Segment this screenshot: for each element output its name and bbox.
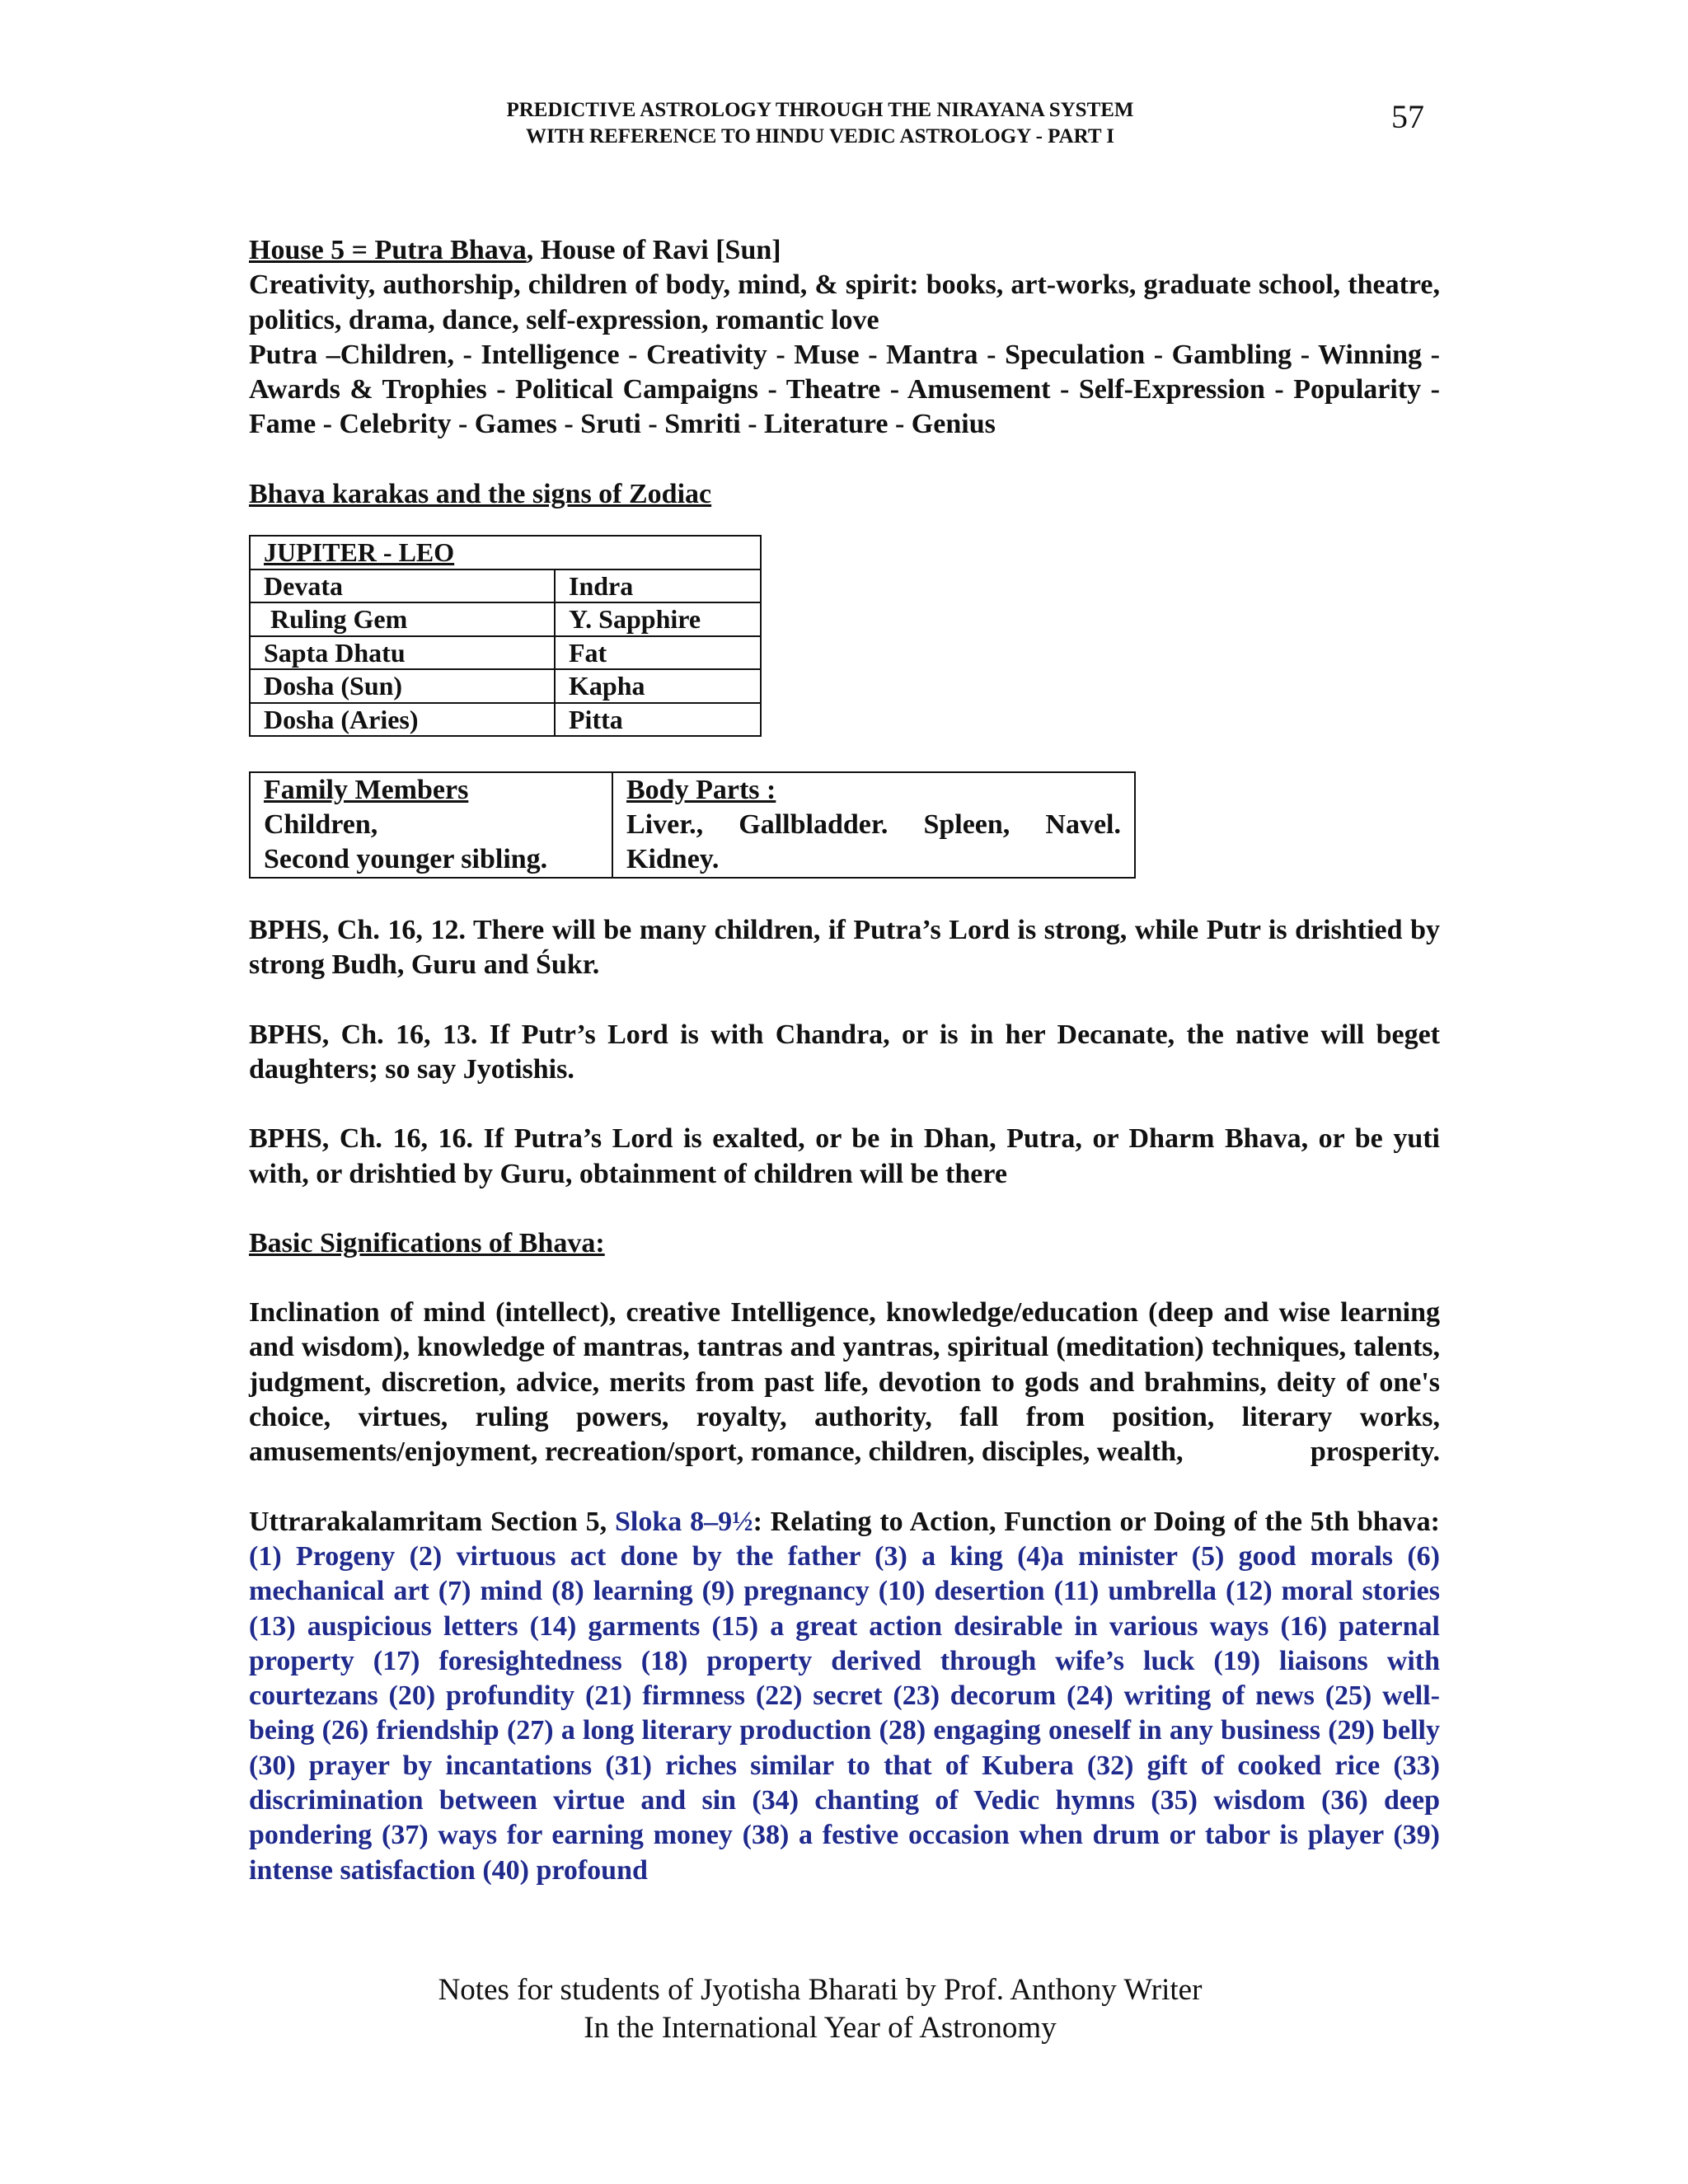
family-members-line-1: Children,: [264, 809, 378, 841]
body-parts-text: Liver., Gallbladder. Spleen, Navel. Kidney.: [626, 809, 1121, 875]
table-cell-label: Devata: [250, 569, 555, 603]
table-cell-value: Fat: [555, 636, 761, 670]
body-parts-cell: [612, 772, 1135, 878]
basic-significations-last-word: prosperity.: [1310, 1436, 1440, 1468]
family-members-line-2: Second younger sibling.: [264, 844, 548, 875]
uttara-sloka-ref: Sloka 8–9½: [615, 1506, 753, 1537]
bphs-verse-16: BPHS, Ch. 16, 16. If Putra’s Lord is exalted, or be in Dhan, Putra, or Dharm Bhava, or be yuti with, or drishtied by Guru, obtainment of children will be there: [249, 1123, 1440, 1189]
running-header: [363, 97, 1278, 150]
table-row: [250, 669, 761, 703]
karakas-heading: Bhava karakas and the signs of Zodiac: [249, 478, 712, 509]
footer-line-2: In the International Year of Astronomy: [584, 2011, 1057, 2045]
members-table: [249, 771, 1136, 879]
table-cell-label: Sapta Dhatu: [250, 636, 555, 670]
footer-line-1: Notes for students of Jyotisha Bharati by Prof. Anthony Writer: [438, 1973, 1203, 2007]
uttara-intro: Uttrarakalamritam Section 5,: [249, 1506, 615, 1537]
table-title-cell: [250, 536, 761, 569]
family-members-cell: [250, 772, 612, 878]
header-line-1: PREDICTIVE ASTROLOGY THROUGH THE NIRAYANA SYSTEM: [506, 99, 1134, 121]
basic-significations-body: Inclination of mind (intellect), creative Intelligence, knowledge/education (deep and wise learning and wisdom), knowledge of mantras, tantras and yantras, spiritual (meditation) techniques, talents, judgment, discretion, advice, merits from past life, devotion to gods and brahmins, deity of one's choice, virtues, ruling powers, royalty, authority, fall from position, literary works, amusements/enjoyment, recreation/sport, romance, children, disciples, wealth,: [249, 1297, 1440, 1468]
table-row: [250, 703, 761, 737]
house-title: [249, 233, 1440, 268]
table-cell-value: Kapha: [555, 669, 761, 703]
table-cell-value: Indra: [555, 569, 761, 603]
house-title-underlined: House 5 = Putra Bhava: [249, 235, 527, 265]
table-row: [250, 772, 1135, 878]
table-row: [250, 569, 761, 603]
table-row: [250, 636, 761, 670]
table-row: [250, 536, 761, 569]
table-cell-label: Dosha (Aries): [250, 703, 555, 737]
uttarakalamritam-paragraph: [249, 1505, 1440, 1888]
page-body: [249, 233, 1440, 1888]
family-members-heading: Family Members: [264, 775, 469, 806]
basic-significations-text: [249, 1296, 1440, 1469]
table-cell-label: Dosha (Sun): [250, 669, 555, 703]
basic-significations-heading: Basic Significations of Bhava:: [249, 1227, 605, 1258]
bphs-verse-12: BPHS, Ch. 16, 12. There will be many children, if Putra’s Lord is strong, while Putr is drishtied by strong Budh, Guru and Śukr.: [249, 915, 1440, 981]
uttara-significations-list: (1) Progeny (2) virtuous act done by the father (3) a king (4)a minister (5) good morals (6) mechanical art (7) mind (8) learning (9) pregnancy (10) desertion (11) umbrella (12) moral stories (13) auspicious letters (14) garments (15) a great action desirable in various ways (16) paternal property (17) foresightedness (18) property derived through wife’s luck (19) liaisons with courtezans (20) profundity (21) firmness (22) secret (23) decorum (24) writing of news (25) well-being (26) friendship (27) a long literary production (28) engaging oneself in any business (29) belly (30) prayer by incantations (31) riches similar to that of Kubera (32) gift of cooked rice (33) discrimination between virtue and sin (34) chanting of Vedic hymns (35) wisdom (36) deep pondering (37) ways for earning money (38) a festive occasion when drum or tabor is player (39) intense satisfaction (40) profound: [249, 1540, 1440, 1886]
header-line-2: WITH REFERENCE TO HINDU VEDIC ASTROLOGY - PART I: [525, 125, 1115, 148]
house-para-1: Creativity, authorship, children of body, mind, & spirit: books, art-works, graduate school, theatre, politics, drama, dance, self-expression, romantic love: [249, 269, 1440, 335]
bphs-verse-13: BPHS, Ch. 16, 13. If Putr’s Lord is with Chandra, or is in her Decanate, the native will beget daughters; so say Jyotishis.: [249, 1019, 1440, 1085]
karakas-table: [249, 535, 762, 737]
table-cell-value: Y. Sapphire: [555, 602, 761, 636]
house-para-2: Putra –Children, - Intelligence - Creativity - Muse - Mantra - Speculation - Gambling - Winning - Awards & Trophies - Political Campaigns - Theatre - Amusement - Self-Expression - Popularity - Fame - Celebrity - Games - Sruti - Smriti - Literature - Genius: [249, 339, 1440, 440]
house-title-rest: , House of Ravi [Sun]: [526, 235, 781, 265]
uttara-intro-rest: : Relating to Action, Function or Doing of the 5th bhava:: [753, 1506, 1440, 1537]
table-cell-value: Pitta: [555, 703, 761, 737]
page-footer: [321, 1971, 1319, 2047]
table-row: [250, 602, 761, 636]
page-number: 57: [1391, 98, 1424, 135]
table-cell-label: Ruling Gem: [250, 602, 555, 636]
body-parts-heading: Body Parts :: [626, 775, 776, 806]
table-title: JUPITER - LEO: [264, 537, 455, 568]
